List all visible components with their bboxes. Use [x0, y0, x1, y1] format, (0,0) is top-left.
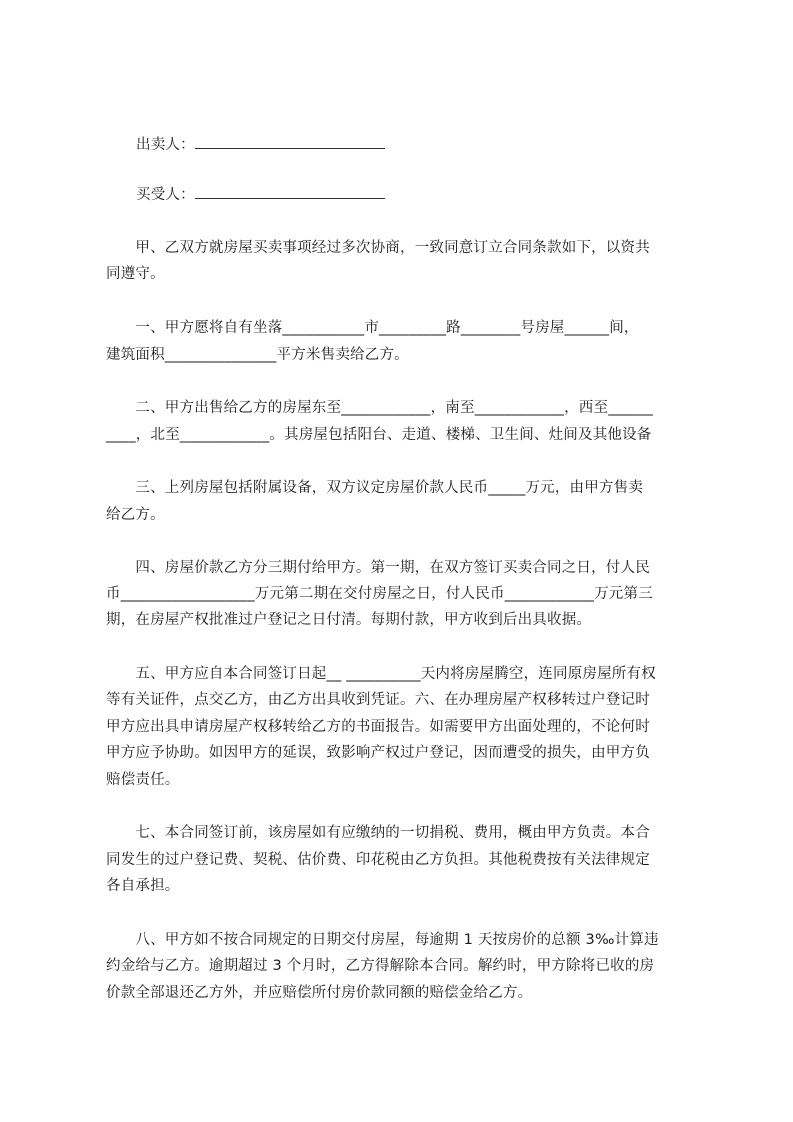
buyer-line [136, 183, 736, 205]
clause-3-line-1: 三、上列房屋包括附属设备，双方议定房屋价款人民币_____万元，由甲方售卖 [106, 480, 644, 496]
clause-3-line-2: 给乙方。 [106, 507, 165, 523]
clause-7-line-2: 同发生的过户登记费、契税、估价费、印花税由乙方负担。其他税费按有关法律规定 [106, 852, 650, 868]
clause-5-line-1: 五、甲方应自本合同签订日起__ __________天内将房屋腾空，连同原房屋所有权 [106, 666, 656, 682]
clause-2-line-2: ____，北至____________。其房屋包括阳台、走道、楼梯、卫生间、灶间及其他设备 [106, 427, 652, 443]
clause-5-line-2: 等有关证件，点交乙方，由乙方出具收到凭证。六、在办理房屋产权移转过户登记时 [106, 692, 650, 708]
clause-2-line-1: 二、甲方出售给乙方的房屋东至____________，南至____________，西至______ [106, 400, 653, 416]
clause-5-line-3: 甲方应出具申请房屋产权移转给乙方的书面报告。如需要甲方出面处理的，不论何时 [106, 719, 650, 735]
clause-4-line-3: 期，在房屋产权批准过户登记之日付清。每期付款，甲方收到后出具收据。 [106, 612, 592, 628]
buyer-blank [195, 183, 385, 199]
clause-8-line-3: 价款全部退还乙方外，并应赔偿所付房价款同额的赔偿金给乙方。 [106, 985, 533, 1001]
buyer-label: 买受人： [136, 187, 195, 203]
intro-line-1: 甲、乙双方就房屋买卖事项经过多次协商，一致同意订立合同条款如下，以资共 [106, 240, 650, 256]
clause-4-line-1: 四、房屋价款乙方分三期付给甲方。第一期，在双方签订买卖合同之日，付人民 [106, 560, 650, 576]
clause-1-line-1: 一、甲方愿将自有坐落___________市_________路________号房屋______间， [106, 320, 639, 336]
clause-4-line-2: 币__________________万元第二期在交付房屋之日，付人民币____________万元第三 [106, 586, 653, 602]
intro-line-2: 同遵守。 [106, 266, 165, 282]
clause-1-line-2: 建筑面积_______________平方米售卖给乙方。 [106, 347, 409, 363]
clause-5-line-4: 甲方应予协助。如因甲方的延误，致影响产权过户登记，因而遭受的损失，由甲方负 [106, 745, 650, 761]
seller-label: 出卖人： [136, 137, 195, 153]
clause-7-line-1: 七、本合同签订前，该房屋如有应缴纳的一切捐税、费用，概由甲方负责。本合 [106, 825, 650, 841]
seller-blank [195, 133, 385, 149]
seller-line [136, 133, 736, 155]
clause-7-line-3: 各自承担。 [106, 878, 180, 894]
clause-8-line-2: 约金给与乙方。逾期超过 3 个月时，乙方得解除本合同。解约时，甲方除将已收的房 [106, 958, 655, 974]
clause-8-line-1: 八、甲方如不按合同规定的日期交付房屋，每逾期 1 天按房价的总额 3‰计算违 [106, 932, 659, 948]
clause-5-line-5: 赔偿责任。 [106, 772, 180, 788]
